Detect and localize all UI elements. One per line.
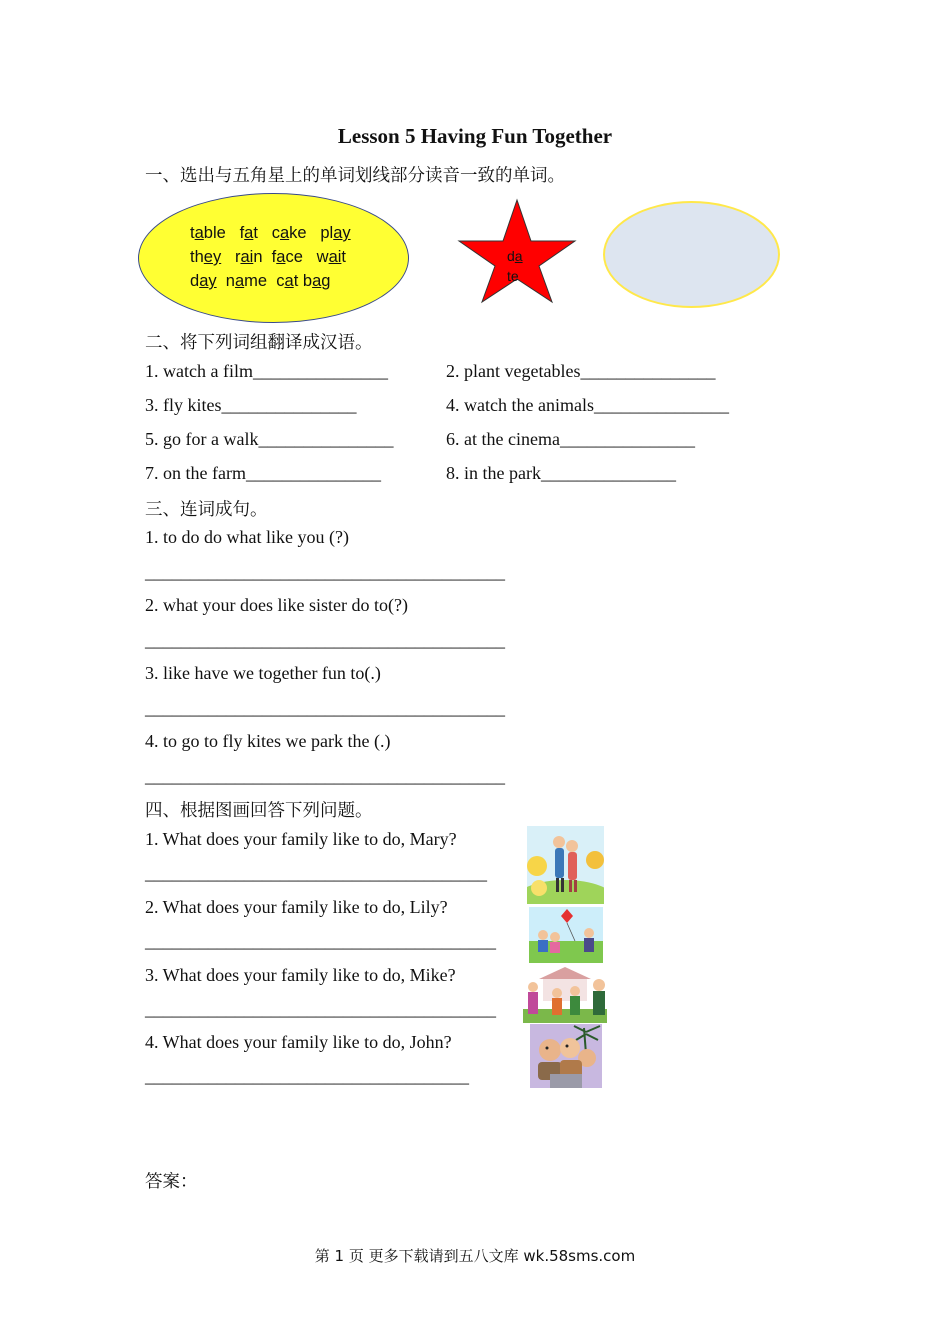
word-row-3 (190, 272, 330, 291)
phrase-item: 3. fly kites_______________ (145, 395, 357, 415)
word-row-1 (190, 224, 351, 243)
phonics-word: rain (234, 248, 263, 266)
page-footer: 第 1 页 更多下载请到五八文库 wk.58sms.com (314, 1247, 636, 1265)
phrase-item: 6. at the cinema_______________ (446, 429, 695, 449)
answer-blank[interactable]: ____________________________________ (145, 1066, 469, 1086)
section-3-heading: 三、连词成句。 (145, 500, 268, 520)
answer-blank[interactable]: ________________________________________ (145, 562, 505, 582)
phrase-item: 2. plant vegetables_______________ (446, 361, 716, 381)
answer-blank[interactable]: _______________________________________ (145, 931, 496, 951)
answer-blank[interactable]: ________________________________________ (145, 698, 505, 718)
phrase-item: 7. on the farm_______________ (145, 463, 381, 483)
picture-question: 3. What does your family like to do, Mike? (145, 965, 456, 985)
phonics-word: bag (302, 272, 331, 290)
phrase-item: 4. watch the animals_______________ (446, 395, 729, 415)
star-word (507, 246, 523, 286)
phonics-word: face (271, 248, 303, 266)
family-walk-picture (527, 826, 604, 904)
kite-picture (529, 907, 603, 963)
answer-blank[interactable]: _______________________________________ (145, 999, 496, 1019)
scramble-question: 1. to do do what like you (?) (145, 527, 349, 547)
picture-question: 1. What does your family like to do, Mary? (145, 829, 457, 849)
picture-question: 2. What does your family like to do, Lily? (145, 897, 448, 917)
answer-blank[interactable]: ________________________________________ (145, 766, 505, 786)
phonics-word: they (190, 248, 222, 266)
phrase-item: 1. watch a film_______________ (145, 361, 388, 381)
scramble-question: 4. to go to fly kites we park the (.) (145, 731, 391, 751)
star-word-2: te (507, 268, 519, 284)
section-2-heading: 二、将下列词组翻译成汉语。 (145, 333, 373, 353)
picture-question: 4. What does your family like to do, John? (145, 1032, 452, 1052)
page-title: Lesson 5 Having Fun Together (337, 124, 613, 148)
phonics-word: table (190, 224, 226, 242)
scramble-question: 2. what your does like sister do to(?) (145, 595, 408, 615)
scramble-question: 3. like have we together fun to(.) (145, 663, 381, 683)
phonics-word: play (320, 224, 351, 242)
phonics-word: name (225, 272, 268, 290)
answer-oval[interactable] (603, 201, 780, 308)
answer-blank[interactable]: ______________________________________ (145, 863, 487, 883)
answer-blank[interactable]: ________________________________________ (145, 630, 505, 650)
word-row-2 (190, 248, 346, 267)
phonics-word: da (507, 248, 523, 264)
answers-label: 答案： (145, 1172, 198, 1192)
phrase-item: 5. go for a walk_______________ (145, 429, 394, 449)
phonics-word: day (190, 272, 217, 290)
section-4-heading: 四、根据图画回答下列问题。 (145, 801, 373, 821)
phonics-word: cat (276, 272, 299, 290)
phonics-word: wait (316, 248, 347, 266)
phrase-item: 8. in the park_______________ (446, 463, 676, 483)
section-1-heading: 一、选出与五角星上的单词划线部分读音一致的单词。 (145, 166, 565, 186)
phonics-word: fat (239, 224, 258, 242)
farm-picture (519, 965, 611, 1023)
zoo-picture (530, 1024, 602, 1088)
star-word-1 (507, 246, 523, 266)
phonics-word: cake (271, 224, 307, 242)
